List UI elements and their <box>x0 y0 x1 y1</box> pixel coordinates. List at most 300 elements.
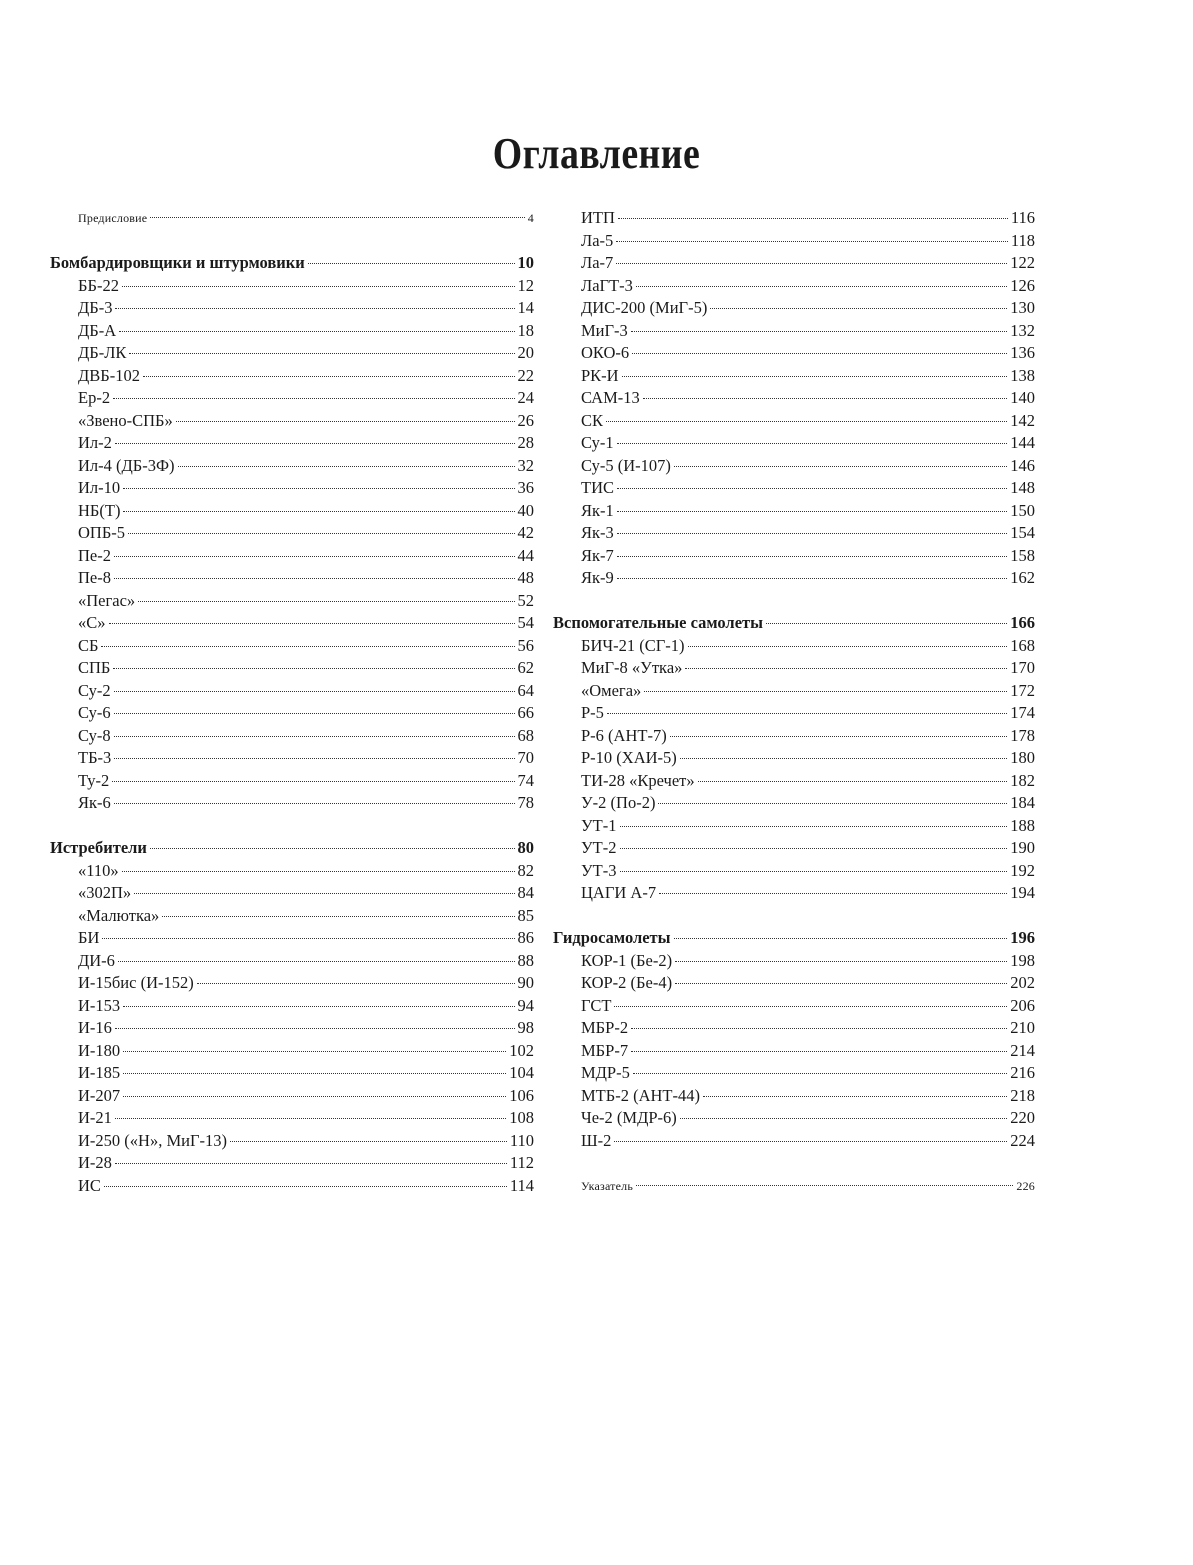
toc-page-number: 20 <box>517 343 534 362</box>
toc-entry[interactable] <box>553 770 1035 793</box>
toc-entry[interactable] <box>50 297 534 320</box>
toc-entry[interactable] <box>50 1040 534 1063</box>
toc-page-number: 122 <box>1010 253 1035 272</box>
toc-page-number: 48 <box>517 568 534 587</box>
toc-entry[interactable] <box>50 320 534 343</box>
toc-entry[interactable] <box>553 635 1035 658</box>
toc-entry-label: И-28 <box>78 1153 112 1172</box>
toc-page-number: 158 <box>1010 545 1035 565</box>
toc-entry[interactable] <box>50 590 534 613</box>
toc-page-number: 94 <box>517 995 534 1015</box>
toc-page-number: 196 <box>1010 928 1035 947</box>
toc-entry[interactable] <box>50 1017 534 1040</box>
toc-page-number: 126 <box>1010 275 1035 295</box>
dot-leader <box>680 1118 1007 1119</box>
toc-entry-label: УТ-2 <box>581 838 617 857</box>
toc-entry[interactable] <box>553 207 1035 230</box>
dot-leader <box>123 488 514 489</box>
toc-entry-label: СПБ <box>78 658 111 677</box>
toc-entry[interactable] <box>50 1107 534 1130</box>
dot-leader <box>123 1051 506 1052</box>
toc-page-number: 40 <box>517 500 534 520</box>
toc-entry[interactable] <box>553 500 1035 523</box>
dot-leader <box>636 1185 1013 1186</box>
toc-entry[interactable] <box>50 770 534 793</box>
toc-page-number: 216 <box>1010 1063 1035 1082</box>
toc-entry-label: ТИ-28 «Кречет» <box>581 770 695 790</box>
toc-entry[interactable] <box>50 455 534 478</box>
toc-page-number: 90 <box>517 973 534 992</box>
toc-entry-label: И-15бис (И-152) <box>78 973 194 992</box>
toc-entry[interactable] <box>553 455 1035 478</box>
toc-entry[interactable] <box>553 1175 1035 1198</box>
dot-leader <box>128 533 514 534</box>
toc-entry[interactable] <box>50 1062 534 1085</box>
toc-page-number: 144 <box>1010 433 1035 452</box>
toc-column-left <box>50 207 534 1197</box>
toc-entry[interactable] <box>553 1130 1035 1153</box>
dot-leader <box>112 781 514 782</box>
dot-leader <box>114 713 515 714</box>
toc-entry[interactable] <box>553 410 1035 433</box>
dot-leader <box>614 1141 1007 1142</box>
toc-page-number: 22 <box>517 365 534 385</box>
toc-entry[interactable] <box>553 702 1035 725</box>
toc-entry-label: Гидросамолеты <box>553 928 671 947</box>
dot-leader <box>150 848 515 849</box>
toc-entry[interactable] <box>50 1152 534 1175</box>
toc-entry[interactable] <box>553 365 1035 388</box>
toc-entry[interactable] <box>50 612 534 635</box>
toc-entry-label: ГСТ <box>581 995 612 1015</box>
toc-entry[interactable] <box>553 477 1035 500</box>
dot-leader <box>631 1028 1007 1029</box>
toc-page-number: 104 <box>509 1063 534 1082</box>
toc-entry[interactable] <box>553 882 1035 905</box>
toc-entry-label: ДБ-ЛК <box>78 343 127 362</box>
toc-entry-label: Р-10 (ХАИ-5) <box>581 748 677 767</box>
toc-page-number: 174 <box>1010 703 1035 722</box>
toc-page-number: 52 <box>517 590 534 610</box>
dot-leader <box>230 1141 507 1142</box>
toc-page-number: 172 <box>1010 680 1035 700</box>
toc-entry-label: ББ-22 <box>78 275 119 295</box>
toc-entry[interactable] <box>553 792 1035 815</box>
toc-entry-label: «Малютка» <box>78 905 160 925</box>
toc-entry[interactable] <box>553 725 1035 748</box>
toc-section-entry[interactable] <box>50 837 534 860</box>
toc-spacer <box>553 905 1035 928</box>
toc-page-number: 10 <box>517 253 534 272</box>
toc-entry[interactable] <box>50 1085 534 1108</box>
toc-page-number: 85 <box>517 905 534 925</box>
dot-leader <box>143 376 515 377</box>
toc-entry-label: И-21 <box>78 1108 112 1127</box>
dot-leader <box>114 758 514 759</box>
dot-leader <box>138 601 514 602</box>
dot-leader <box>674 466 1007 467</box>
toc-entry-label: ОПБ-5 <box>78 523 126 542</box>
toc-page-number: 136 <box>1010 343 1035 362</box>
toc-entry-label: ТИС <box>581 478 614 497</box>
toc-entry[interactable] <box>553 342 1035 365</box>
toc-entry-label: Предисловие <box>78 211 148 225</box>
toc-entry[interactable] <box>50 747 534 770</box>
toc-entry-label: ДИ-6 <box>78 950 115 970</box>
toc-entry[interactable] <box>553 387 1035 410</box>
dot-leader <box>636 286 1007 287</box>
toc-entry-label: Су-5 (И-107) <box>581 455 671 475</box>
toc-entry[interactable] <box>553 432 1035 455</box>
toc-page-number: 44 <box>517 545 534 565</box>
toc-page-number: 148 <box>1010 478 1035 497</box>
toc-entry[interactable] <box>50 1175 534 1198</box>
toc-entry[interactable] <box>553 275 1035 298</box>
toc-page-number: 138 <box>1010 365 1035 385</box>
toc-page-number: 218 <box>1010 1085 1035 1105</box>
toc-entry-label: Ил-10 <box>78 478 121 497</box>
toc-entry[interactable] <box>553 1017 1035 1040</box>
toc-entry-label: ИТП <box>581 208 615 227</box>
toc-entry-label: Истребители <box>50 838 147 857</box>
dot-leader <box>617 511 1007 512</box>
toc-page-number: 192 <box>1010 860 1035 880</box>
dot-leader <box>115 1118 506 1119</box>
toc-entry[interactable] <box>50 725 534 748</box>
dot-leader <box>631 1051 1007 1052</box>
toc-entry[interactable] <box>50 905 534 928</box>
toc-page-number: 182 <box>1010 770 1035 790</box>
toc-page-number: 98 <box>517 1018 534 1037</box>
toc-entry-label: СК <box>581 410 604 430</box>
toc-page-number: 206 <box>1010 995 1035 1015</box>
toc-entry[interactable] <box>50 635 534 658</box>
toc-page-number: 70 <box>517 748 534 767</box>
toc-entry-label: БИ <box>78 928 100 947</box>
toc-entry[interactable] <box>50 545 534 568</box>
toc-entry-label: ТБ-3 <box>78 748 112 767</box>
toc-page-number: 78 <box>517 793 534 812</box>
toc-entry[interactable] <box>553 567 1035 590</box>
toc-page-number: 150 <box>1010 500 1035 520</box>
toc-page-number: 42 <box>517 523 534 542</box>
toc-page-number: 188 <box>1010 815 1035 835</box>
toc-entry[interactable] <box>553 522 1035 545</box>
toc-entry[interactable] <box>50 882 534 905</box>
toc-entry-label: УТ-1 <box>581 815 617 835</box>
toc-entry-label: Р-6 (АНТ-7) <box>581 725 667 745</box>
dot-leader <box>102 938 514 939</box>
toc-page-number: 210 <box>1010 1018 1035 1037</box>
toc-entry[interactable] <box>553 297 1035 320</box>
toc-page-number: 180 <box>1010 748 1035 767</box>
dot-leader <box>308 263 515 264</box>
toc-entry[interactable] <box>50 365 534 388</box>
toc-page-number: 130 <box>1010 298 1035 317</box>
dot-leader <box>122 871 515 872</box>
toc-entry-label: Бомбардировщики и штурмовики <box>50 253 305 272</box>
dot-leader <box>616 263 1007 264</box>
toc-entry[interactable] <box>553 1107 1035 1130</box>
toc-page-number: 162 <box>1010 568 1035 587</box>
toc-entry[interactable] <box>50 410 534 433</box>
dot-leader <box>134 893 514 894</box>
toc-page-number: 198 <box>1010 950 1035 970</box>
toc-entry[interactable] <box>50 567 534 590</box>
dot-leader <box>617 578 1007 579</box>
toc-entry-label: Як-1 <box>581 500 614 520</box>
toc-entry[interactable] <box>50 1130 534 1153</box>
toc-entry-label: КОР-1 (Бе-2) <box>581 950 673 970</box>
toc-entry-label: САМ-13 <box>581 388 640 407</box>
dot-leader <box>122 286 515 287</box>
dot-leader <box>617 488 1007 489</box>
toc-section-entry[interactable] <box>553 612 1035 635</box>
toc-entry-label: Су-2 <box>78 680 111 700</box>
toc-page-number: 108 <box>509 1108 534 1127</box>
toc-page-number: 24 <box>517 388 534 407</box>
dot-leader <box>606 421 1007 422</box>
toc-page-number: 102 <box>509 1040 534 1060</box>
toc-entry-label: Ла-7 <box>581 253 614 272</box>
dot-leader <box>109 623 515 624</box>
toc-entry[interactable] <box>50 792 534 815</box>
dot-leader <box>688 646 1008 647</box>
toc-page-number: 190 <box>1010 838 1035 857</box>
toc-entry-label: Ш-2 <box>581 1130 612 1150</box>
toc-entry[interactable] <box>553 657 1035 680</box>
dot-leader <box>119 331 514 332</box>
toc-page-number: 84 <box>517 883 534 902</box>
toc-entry-label: Ер-2 <box>78 388 111 407</box>
dot-leader <box>115 1163 507 1164</box>
toc-section-entry[interactable] <box>553 927 1035 950</box>
toc-entry-label: Ил-4 (ДБ-3Ф) <box>78 455 175 475</box>
toc-spacer <box>553 1152 1035 1175</box>
toc-entry[interactable] <box>50 500 534 523</box>
toc-entry-label: МТБ-2 (АНТ-44) <box>581 1085 700 1105</box>
toc-entry-label: ДБ-3 <box>78 298 113 317</box>
dot-leader <box>113 668 514 669</box>
dot-leader <box>104 1186 507 1187</box>
dot-leader <box>101 646 514 647</box>
toc-entry-label: Вспомогательные самолеты <box>553 613 764 632</box>
toc-entry[interactable] <box>553 950 1035 973</box>
toc-entry-label: «302П» <box>78 883 132 902</box>
toc-page-number: 4 <box>527 211 534 225</box>
toc-entry[interactable] <box>50 207 534 230</box>
dot-leader <box>658 803 1007 804</box>
toc-page-number: 68 <box>517 725 534 745</box>
toc-page-number: 18 <box>517 320 534 340</box>
dot-leader <box>616 241 1008 242</box>
toc-page-number: 12 <box>517 275 534 295</box>
toc-entry[interactable] <box>553 1085 1035 1108</box>
toc-entry[interactable] <box>50 995 534 1018</box>
toc-entry-label: И-207 <box>78 1085 121 1105</box>
toc-entry-label: И-153 <box>78 995 121 1015</box>
toc-entry-label: СБ <box>78 635 99 655</box>
toc-entry[interactable] <box>50 342 534 365</box>
toc-entry[interactable] <box>553 252 1035 275</box>
toc-entry[interactable] <box>553 545 1035 568</box>
toc-entry-label: Пе-2 <box>78 545 111 565</box>
toc-page-number: 110 <box>509 1130 534 1150</box>
toc-page-number: 166 <box>1010 613 1035 632</box>
dot-leader <box>617 556 1007 557</box>
toc-entry[interactable] <box>50 972 534 995</box>
toc-entry-label: ДБ-А <box>78 320 117 340</box>
toc-entry-label: И-250 («Н», МиГ-13) <box>78 1130 227 1150</box>
toc-page-number: 118 <box>1010 230 1035 250</box>
toc-entry[interactable] <box>553 995 1035 1018</box>
toc-entry-label: Ил-2 <box>78 433 112 452</box>
toc-entry-label: БИЧ-21 (СГ-1) <box>581 635 685 655</box>
toc-page-number: 154 <box>1010 523 1035 542</box>
toc-page-number: 74 <box>517 770 534 790</box>
toc-entry-label: МБР-7 <box>581 1040 629 1060</box>
toc-page-number: 54 <box>517 613 534 632</box>
toc-entry[interactable] <box>50 477 534 500</box>
toc-entry[interactable] <box>50 657 534 680</box>
dot-leader <box>703 1096 1007 1097</box>
toc-entry-label: Су-1 <box>581 433 614 452</box>
toc-entry[interactable] <box>50 432 534 455</box>
toc-page-number: 36 <box>517 478 534 497</box>
toc-page-number: 106 <box>509 1085 534 1105</box>
toc-page-number: 88 <box>517 950 534 970</box>
dot-leader <box>632 353 1007 354</box>
dot-leader <box>644 691 1007 692</box>
toc-entry[interactable] <box>50 860 534 883</box>
toc-entry-label: «С» <box>78 613 106 632</box>
dot-leader <box>150 217 525 218</box>
dot-leader <box>659 893 1007 894</box>
toc-entry[interactable] <box>50 680 534 703</box>
toc-entry[interactable] <box>553 680 1035 703</box>
toc-entry-label: Як-3 <box>581 523 614 542</box>
toc-entry-label: И-16 <box>78 1018 112 1037</box>
toc-entry-label: Су-6 <box>78 703 111 722</box>
dot-leader <box>620 826 1008 827</box>
toc-entry-label: МБР-2 <box>581 1018 629 1037</box>
toc-page-number: 184 <box>1010 793 1035 812</box>
toc-page-number: 178 <box>1010 725 1035 745</box>
dot-leader <box>123 1073 506 1074</box>
dot-leader <box>674 938 1008 939</box>
dot-leader <box>618 218 1008 219</box>
toc-entry-label: Ла-5 <box>581 230 614 250</box>
dot-leader <box>129 353 514 354</box>
toc-entry-label: НБ(Т) <box>78 500 121 520</box>
toc-page-number: 32 <box>517 455 534 475</box>
toc-entry[interactable] <box>50 702 534 725</box>
toc-entry-label: Указатель <box>581 1178 634 1193</box>
dot-leader <box>114 691 515 692</box>
toc-entry[interactable] <box>553 1040 1035 1063</box>
toc-entry-label: ИС <box>78 1175 101 1195</box>
toc-page-number: 66 <box>517 703 534 722</box>
dot-leader <box>123 1006 514 1007</box>
dot-leader <box>176 421 515 422</box>
dot-leader <box>675 983 1007 984</box>
toc-entry-label: Як-9 <box>581 568 614 587</box>
toc-entry-label: МиГ-3 <box>581 320 628 340</box>
dot-leader <box>114 556 515 557</box>
dot-leader <box>685 668 1007 669</box>
dot-leader <box>123 511 514 512</box>
toc-page-number: 28 <box>517 433 534 452</box>
toc-spacer <box>50 230 534 253</box>
page-title: Оглавление <box>492 129 701 178</box>
toc-entry-label: Пе-8 <box>78 568 111 587</box>
toc-page-number: 64 <box>517 680 534 700</box>
toc-page-number: 194 <box>1010 883 1035 902</box>
toc-section-entry[interactable] <box>50 252 534 275</box>
toc-entry-label: «Звено-СПБ» <box>78 410 173 430</box>
toc-entry[interactable] <box>553 320 1035 343</box>
toc-entry[interactable] <box>553 747 1035 770</box>
toc-page-number: 56 <box>517 635 534 655</box>
toc-page-number: 14 <box>517 298 534 317</box>
toc-page-number: 26 <box>517 410 534 430</box>
toc-entry-label: ДИС-200 (МиГ-5) <box>581 298 708 317</box>
dot-leader <box>197 983 515 984</box>
toc-entry-label: ЦАГИ А-7 <box>581 883 657 902</box>
dot-leader <box>617 533 1007 534</box>
toc-page-number: 214 <box>1010 1040 1035 1060</box>
dot-leader <box>633 1073 1007 1074</box>
toc-page-number: 112 <box>509 1153 534 1172</box>
toc-entry[interactable] <box>50 275 534 298</box>
toc-page-number: 80 <box>517 838 534 857</box>
toc-page-number: 146 <box>1010 455 1035 475</box>
toc-entry-label: ЛаГТ-3 <box>581 275 633 295</box>
toc-entry[interactable] <box>50 387 534 410</box>
toc-entry-label: Р-5 <box>581 703 604 722</box>
dot-leader <box>114 803 515 804</box>
toc-entry-label: Ту-2 <box>78 770 110 790</box>
toc-entry[interactable] <box>553 1062 1035 1085</box>
toc-entry[interactable] <box>50 950 534 973</box>
toc-entry-label: ОКО-6 <box>581 343 630 362</box>
dot-leader <box>123 1096 506 1097</box>
dot-leader <box>162 916 514 917</box>
dot-leader <box>766 623 1007 624</box>
dot-leader <box>680 758 1007 759</box>
toc-entry[interactable] <box>553 972 1035 995</box>
toc-entry[interactable] <box>553 230 1035 253</box>
toc-entry[interactable] <box>553 860 1035 883</box>
toc-entry-label: «Пегас» <box>78 590 136 610</box>
toc-entry-label: И-185 <box>78 1063 121 1082</box>
dot-leader <box>643 398 1007 399</box>
toc-page-number: 140 <box>1010 388 1035 407</box>
toc-page-number: 86 <box>517 928 534 947</box>
dot-leader <box>631 331 1007 332</box>
toc-spacer <box>50 815 534 838</box>
toc-entry[interactable] <box>50 522 534 545</box>
toc-entry-label: Як-6 <box>78 793 111 812</box>
toc-page-number: 62 <box>517 658 534 677</box>
dot-leader <box>178 466 515 467</box>
dot-leader <box>698 781 1008 782</box>
dot-leader <box>118 961 515 962</box>
toc-entry[interactable] <box>50 927 534 950</box>
toc-entry[interactable] <box>553 815 1035 838</box>
toc-entry[interactable] <box>553 837 1035 860</box>
toc-entry-label: МиГ-8 «Утка» <box>581 658 683 677</box>
